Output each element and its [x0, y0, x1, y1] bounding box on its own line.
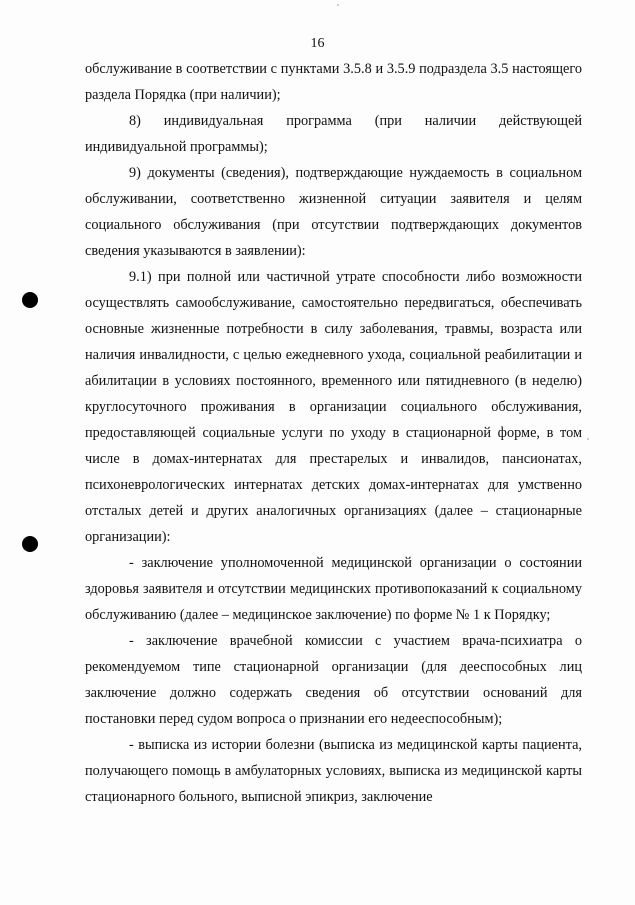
paragraph-item-9: 9) документы (сведения), подтверждающие нуждаемость в социальном обслуживании, соответственно жизненной ситуации заявителя и целям социального обслуживания (при отсутствии подтверждающих документов сведения указываются в заявлении): [85, 165, 582, 259]
document-body [85, 56, 582, 810]
scan-speck [587, 438, 589, 440]
binder-hole-icon [22, 292, 38, 308]
paragraph-bullet-medical-extract: - выписка из истории болезни (выписка из медицинской карты пациента, получающего помощь в амбулаторных условиях, выписка из медицинской карты стационарного больного, выписной эпикриз, заключение [85, 737, 582, 805]
scan-speck [337, 4, 339, 6]
paragraph-bullet-commission-conclusion: - заключение врачебной комиссии с участием врача-психиатра о рекомендуемом типе стационарной организации (для дееспособных лиц заключение должно содержать сведения об отсутствии оснований для постановки перед судом вопроса о признании его недееспособным); [85, 633, 582, 727]
paragraph-item-9-1: 9.1) при полной или частичной утрате способности либо возможности осуществлять самообслуживание, самостоятельно передвигаться, обеспечивать основные жизненные потребности в силу заболевания, травмы, возраста или наличия инвалидности, с целью ежедневного ухода, социальной реабилитации и абилитации в условиях постоянного, временного или пятидневного (в неделю) круглосуточного проживания в организации социального обслуживания, предоставляющей социальные услуги по уходу в стационарной форме, в том числе в домах-интернатах для престарелых и инвалидов, пансионатах, психоневрологических интернатах детских домах-интернатах для умственно отсталых детей и других аналогичных организациях (далее – стационарные организации): [85, 269, 582, 545]
paragraph-continuation: обслуживание в соответствии с пунктами 3.5.8 и 3.5.9 подраздела 3.5 настоящего раздела Порядка (при наличии); [85, 61, 582, 103]
paragraph-item-8: 8) индивидуальная программа (при наличии действующей индивидуальной программы); [85, 113, 582, 155]
page-number: 16 [310, 36, 325, 51]
paragraph-bullet-medical-conclusion: - заключение уполномоченной медицинской организации о состоянии здоровья заявителя и отсутствии медицинских противопоказаний к социальному обслуживанию (далее – медицинское заключение) по форме № 1 к Порядку; [85, 555, 582, 623]
binder-hole-icon [22, 536, 38, 552]
